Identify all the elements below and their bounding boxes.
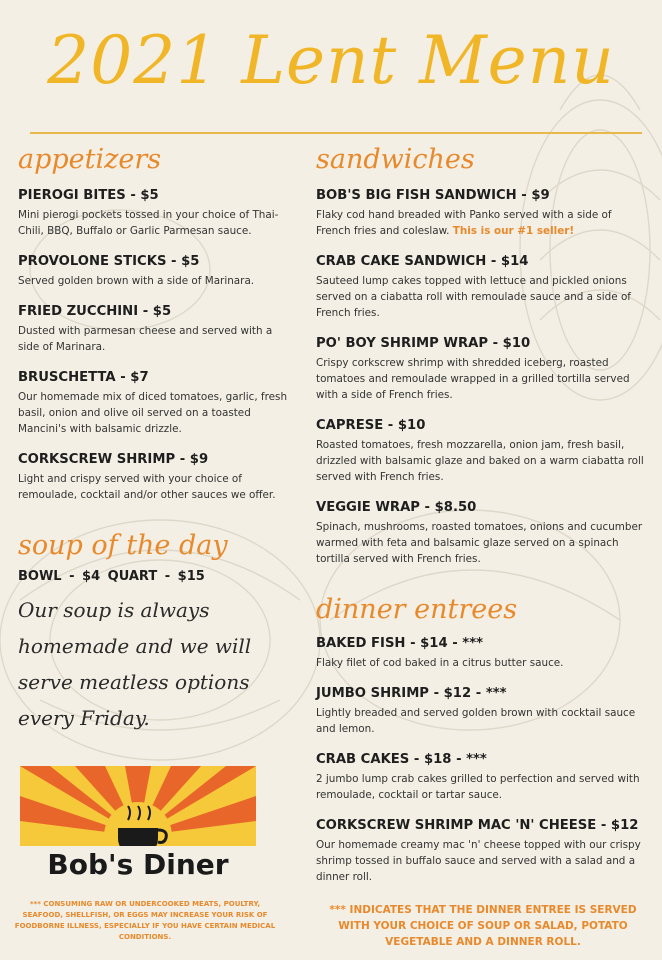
item-description: Spinach, mushrooms, roasted tomatoes, onions and cucumber warmed with feta and balsamic glaze served on a spinach tortilla served with French fries. <box>316 521 643 565</box>
item-name: JUMBO SHRIMP - $12 - *** <box>316 686 507 701</box>
menu-item <box>316 635 646 671</box>
soup-note: Our soup is always homemade and we will serve meatless options every Friday. <box>18 598 252 730</box>
title-divider <box>30 132 642 134</box>
appetizers-heading: appetizers <box>18 144 162 175</box>
item-description: Roasted tomatoes, fresh mozzarella, onion jam, fresh basil, drizzled with balsamic glaze and baked on a warm ciabatta roll served with French fries. <box>316 439 644 483</box>
item-name: PROVOLONE STICKS - $5 <box>18 254 200 269</box>
item-description: Served golden brown with a side of Marinara. <box>18 275 255 287</box>
item-description: Dusted with parmesan cheese and served with a side of Marinara. <box>18 325 273 353</box>
menu-item <box>18 253 290 289</box>
left-column <box>18 143 290 736</box>
item-description: Our homemade mix of diced tomatoes, garlic, fresh basil, onion and olive oil served on a toasted Mancini's with balsamic drizzle. <box>18 391 288 435</box>
entree-sides-note: *** INDICATES THAT THE DINNER ENTREE IS SERVED WITH YOUR CHOICE OF SOUP OR SALAD, POTATO VEGETABLE AND A DINNER ROLL. <box>329 904 637 948</box>
menu-item <box>316 685 646 737</box>
sandwiches-heading: sandwiches <box>316 144 475 175</box>
menu-item <box>18 369 290 437</box>
item-name: FRIED ZUCCHINI - $5 <box>18 304 172 319</box>
dinner-entrees-heading: dinner entrees <box>316 594 518 625</box>
food-safety-disclaimer: *** CONSUMING RAW OR UNDERCOOKED MEATS, POULTRY, SEAFOOD, SHELLFISH, OR EGGS MAY INCREASE YOUR RISK OF FOODBORNE ILLNESS, ESPECIALLY IF YOU HAVE CERTAIN MEDICAL CONDITIONS. <box>14 900 276 941</box>
item-name: BRUSCHETTA - $7 <box>18 370 149 385</box>
item-description: Our homemade creamy mac 'n' cheese topped with our crispy shrimp tossed in buffalo sauce and served with a salad and a dinner roll. <box>316 839 641 883</box>
item-name: CAPRESE - $10 <box>316 418 426 433</box>
item-name: VEGGIE WRAP - $8.50 <box>316 500 477 515</box>
menu-item <box>18 303 290 355</box>
item-name: BAKED FISH - $14 - *** <box>316 636 484 651</box>
item-description: Flaky filet of cod baked in a citrus butter sauce. <box>316 657 564 669</box>
logo-text: Bob's Diner <box>47 848 229 881</box>
menu-item <box>316 417 646 485</box>
item-description-text: Flaky cod hand breaded with Panko served with a side of French fries and coleslaw. <box>316 209 612 237</box>
item-name: PO' BOY SHRIMP WRAP - $10 <box>316 336 531 351</box>
right-column <box>316 143 646 885</box>
item-description: Crispy corkscrew shrimp with shredded iceberg, roasted tomatoes and remoulade wrapped in a grilled tortilla served with a side of French fries. <box>316 357 630 401</box>
item-description <box>316 207 646 239</box>
menu-item <box>316 751 646 803</box>
item-description: Mini pierogi pockets tossed in your choice of Thai-Chili, BBQ, Buffalo or Garlic Parmesan sauce. <box>18 209 279 237</box>
item-description: 2 jumbo lump crab cakes grilled to perfection and served with remoulade, cocktail or tartar sauce. <box>316 773 640 801</box>
bestseller-highlight: This is our #1 seller! <box>452 225 575 237</box>
item-description: Light and crispy served with your choice of remoulade, cocktail and/or other sauces we offer. <box>18 473 276 501</box>
item-description: Sauteed lump cakes topped with lettuce and pickled onions served on a ciabatta roll with remoulade sauce and a side of French fries. <box>316 275 631 319</box>
item-description: Lightly breaded and served golden brown with cocktail sauce and lemon. <box>316 707 636 735</box>
soup-heading: soup of the day <box>18 530 228 561</box>
bobs-diner-logo <box>20 766 256 890</box>
item-name: CORKSCREW SHRIMP - $9 <box>18 452 209 467</box>
menu-item <box>316 187 646 239</box>
menu-item <box>18 187 290 239</box>
item-name: PIEROGI BITES - $5 <box>18 188 159 203</box>
item-name: CRAB CAKE SANDWICH - $14 <box>316 254 529 269</box>
menu-item <box>18 451 290 503</box>
menu-item <box>316 817 646 885</box>
item-name: BOB'S BIG FISH SANDWICH - $9 <box>316 188 550 203</box>
soup-prices: BOWL - $4 QUART - $15 <box>18 569 205 584</box>
page-title: 2021 Lent Menu <box>47 22 615 99</box>
menu-item <box>316 499 646 567</box>
menu-item <box>316 335 646 403</box>
item-name: CRAB CAKES - $18 - *** <box>316 752 487 767</box>
menu-item <box>316 253 646 321</box>
item-name: CORKSCREW SHRIMP MAC 'N' CHEESE - $12 <box>316 818 639 833</box>
